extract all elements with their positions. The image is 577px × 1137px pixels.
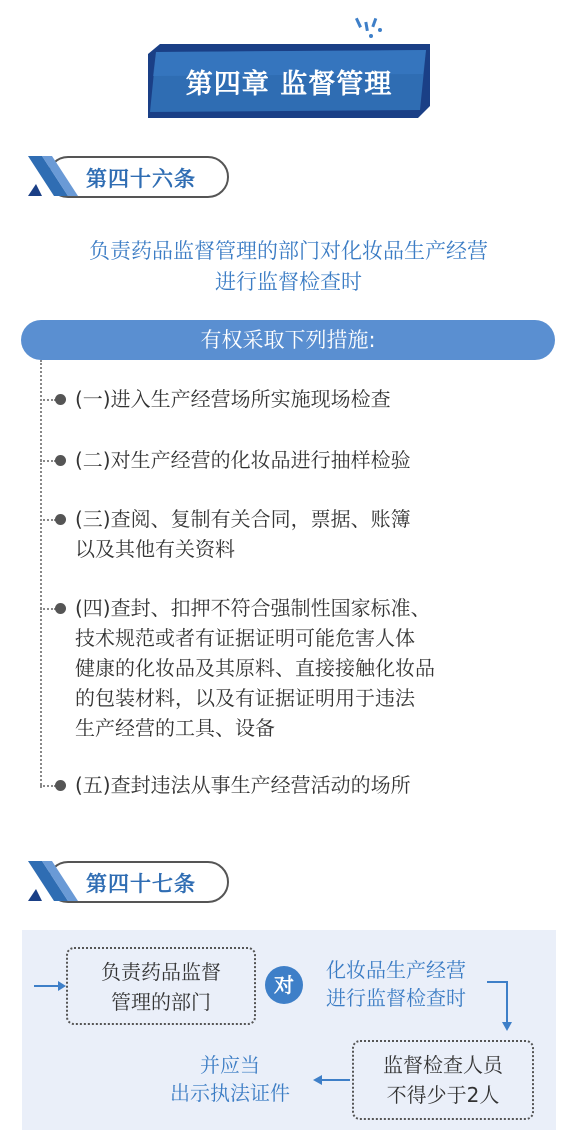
- inspection-target-text: 化妆品生产经营 进行监督检查时: [326, 958, 466, 1010]
- intro-line-2: 进行监督检查时: [215, 270, 362, 294]
- show-credentials-text: 并应当 出示执法证件: [170, 1053, 290, 1105]
- supervising-department-box: 负责药品监督 管理的部门: [66, 947, 256, 1025]
- article-46-label: 第四十六条: [86, 167, 196, 191]
- inspector-count-box: 监督检查人员 不得少于2人: [352, 1040, 534, 1120]
- chapter-title: 第四章 监督管理: [185, 69, 393, 100]
- intro-line-1: 负责药品监督管理的部门对化妆品生产经营: [89, 239, 488, 263]
- measures-title-bar: 有权采取下列措施:: [21, 320, 555, 360]
- article-47-label: 第四十七条: [86, 872, 196, 896]
- connector-badge: 对: [265, 966, 303, 1004]
